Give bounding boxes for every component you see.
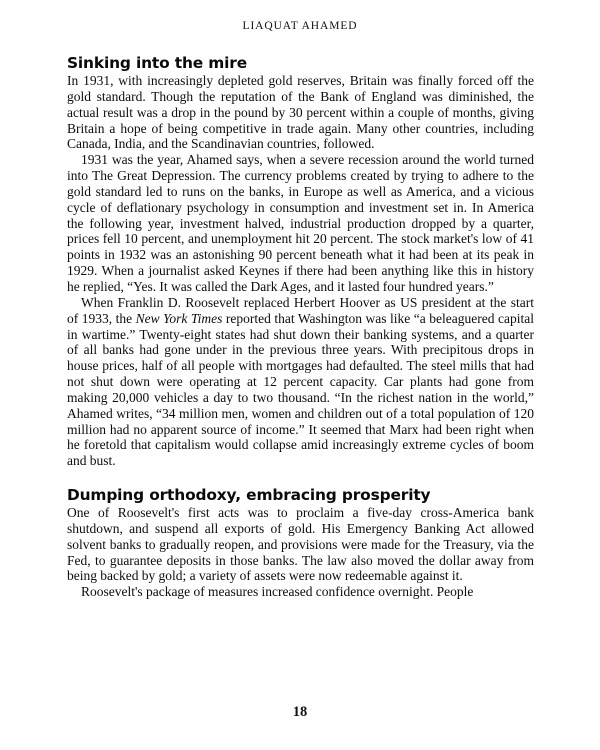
paragraph-3: When Franklin D. Roosevelt replaced Herbert Hoover as US president at the start of 1933, the New York Times reported that Washington was like “a beleaguered capital in wartime.” Twenty-eight states had shut down their banking systems, and a quarter of all banks had gone under in the previous three years. With precipitous drops in house prices, half of all people with mortgages had defaulted. The steel mills that had not shut down were operating at 12 percent capacity. Car plants had gone from making 20,000 vehicles a day to two thousand. “In the richest nation in the world,” Ahamed writes, “34 million men, women and children out of a total population of 120 million had no apparent source of income.” It seemed that Marx had been right when he foretold that capitalism would collapse amid increasingly extreme cycles of boom and bust. [67,294,534,469]
paragraph-2: 1931 was the year, Ahamed says, when a severe recession around the world turned into The Great Depression. The currency problems created by trying to adhere to the gold standard led to runs on the banks, in Europe as well as America, and a vicious cycle of deflationary psychology in consumption and investment set in. In America the following year, investment halved, industrial production dropped by a quarter, prices fell 10 percent, and unemployment hit 20 percent. The stock market's low of 41 points in 1932 was an astonishing 90 percent beneath what it had been at its peak in 1929. When a journalist asked Keynes if there had been anything like this in history he replied, “Yes. It was called the Dark Ages, and it lasted four hundred years.” [67,152,534,294]
paragraph-4: One of Roosevelt's first acts was to proclaim a five-day cross-America bank shutdown, and suspend all exports of gold. His Emergency Banking Act allowed solvent banks to gradually reopen, and provisions were made for the Treasury, via the Fed, to guarantee deposits in those banks. The law also moved the dollar away from being backed by gold; a variety of assets were now redeemable against it. [67,505,534,584]
section-heading-sinking-into-the-mire: Sinking into the mire [67,54,247,72]
section-heading-dumping-orthodoxy: Dumping orthodoxy, embracing prosperity [67,486,431,505]
running-head: LIAQUAT AHAMED [242,20,358,32]
newspaper-title-italic: New York Times [135,310,223,326]
page-number: 18 [292,704,308,720]
paragraph-5: Roosevelt's package of measures increased confidence overnight. People [81,584,474,600]
text-column [67,54,534,600]
paragraph-1: In 1931, with increasingly depleted gold reserves, Britain was finally forced off the gold standard. Though the reputation of the Bank of England was diminished, the actual result was a drop in the pound by 30 percent within a couple of months, giving Britain a hope of being competitive in trade again. Many other countries, including Canada, India, and the Scandinavian countries, followed. [67,73,534,152]
